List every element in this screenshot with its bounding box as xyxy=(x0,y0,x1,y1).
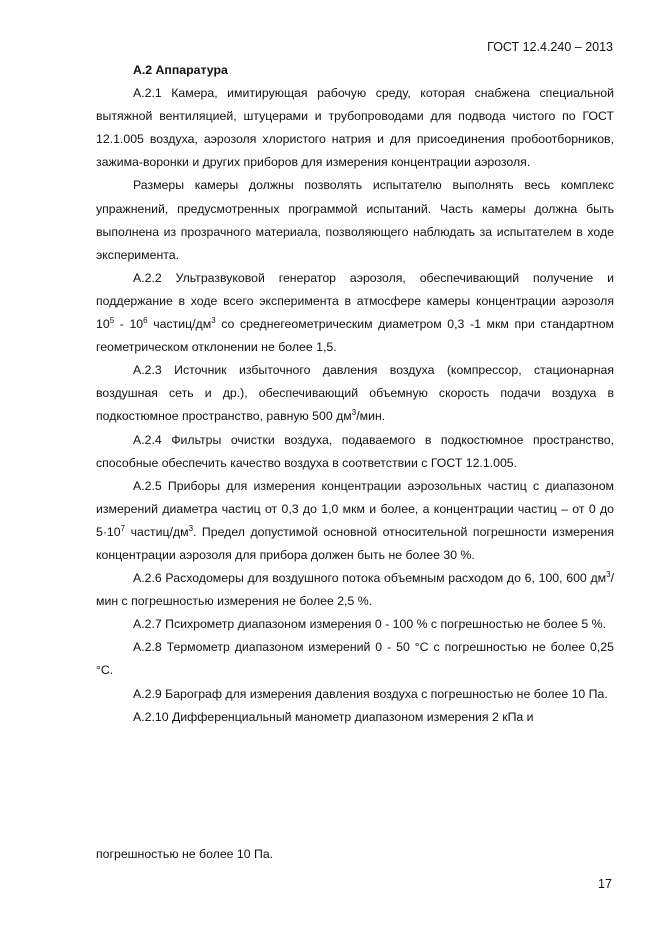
superscript: 3 xyxy=(606,569,611,579)
text-fragment: - 10 xyxy=(114,317,144,332)
superscript: 3 xyxy=(211,315,216,325)
paragraph-a2-10: А.2.10 Дифференциальный манометр диапазоном измерения 2 кПа и xyxy=(133,709,534,724)
paragraph-chamber-size: Размеры камеры должны позволять испытателю выполнять весь комплекс упражнений, предусмотренных программой испытаний. Часть камеры должна быть выполнена из прозрачного материала, позволяющего наблюдать за испытателем в ходе эксперимента. xyxy=(96,178,614,262)
text-fragment: частиц/дм xyxy=(125,524,189,539)
paragraph-a2-1: А.2.1 Камера, имитирующая рабочую среду, которая снабжена специальной вытяжной вентиляцией, штуцерами и трубопроводами для подвода чистого по ГОСТ 12.1.005 воздуха, аэрозоля хлористого натрия и для присоединения пробоотборников, зажима-воронки и других приборов для измерения концентрации аэрозоля. xyxy=(96,86,614,170)
paragraph-a2-9: А.2.9 Барограф для измерения давления воздуха с погрешностью не более 10 Па. xyxy=(133,686,608,701)
superscript: 3 xyxy=(351,408,357,418)
paragraph-a2-8: А.2.8 Термометр диапазоном измерений 0 - 50 °С с погрешностью не более 0,25 °С. xyxy=(96,640,614,678)
paragraph-a2-7: А.2.7 Психрометр диапазоном измерения 0 - 100 % с погрешностью не более 5 %. xyxy=(133,617,607,632)
paragraph-a2-4: А.2.4 Фильтры очистки воздуха, подаваемого в подкостюмное пространство, способные обеспечить качество воздуха в соответствии с ГОСТ 12.1.005. xyxy=(96,432,614,470)
superscript: 7 xyxy=(120,523,126,533)
paragraph-a2-2 xyxy=(96,267,614,359)
document-body xyxy=(96,59,614,729)
paragraph-a2-10-continuation: погрешностью не более 10 Па. xyxy=(96,847,274,861)
text-fragment: А.2.6 Расходомеры для воздушного потока объемным расходом до 6, 100, 600 дм xyxy=(133,571,607,586)
text-fragment: А.2.5 Приборы для измерения концентрации аэрозольных частиц с диапазоном измерений диаметра частиц от 0,3 до 1,0 мкм и более, а концентрации частиц – от 0 до 5·10 xyxy=(96,478,614,539)
text-fragment: . Предел допустимой основной относительной погрешности измерения концентрации аэрозоля для прибора должен быть не более 30 %. xyxy=(96,524,614,562)
text-fragment: А.2.2 Ультразвуковой генератор аэрозоля, обеспечивающий получение и поддержание в ходе всего эксперимента в атмосфере камеры концентрации аэрозоля 10 xyxy=(96,270,614,332)
text-fragment: А.2.3 Источник избыточного давления воздуха (компрессор, стационарная воздушная сеть и др.), обеспечивающий объемную скорость подачи воздуха в подкостюмное пространство, равную 500 дм xyxy=(96,363,614,424)
paragraph-a2-3 xyxy=(96,359,614,428)
superscript: 3 xyxy=(188,523,194,533)
text-fragment: /мин. xyxy=(356,409,386,424)
text-fragment: со среднегеометрическим диаметром 0,3 -1 мкм при стандартном геометрическом отклонении не более 1,5. xyxy=(96,317,614,355)
text-fragment: /мин с погрешностью измерения не более 2,5 %. xyxy=(96,571,614,609)
page-number: 17 xyxy=(598,877,612,891)
superscript: 5 xyxy=(109,315,115,325)
paragraph-a2-6 xyxy=(96,567,614,613)
section-heading: А.2 Аппаратура xyxy=(133,63,228,77)
superscript: 6 xyxy=(143,315,148,325)
paragraph-a2-5 xyxy=(96,475,614,567)
text-fragment: частиц/дм xyxy=(147,317,212,332)
document-code-header: ГОСТ 12.4.240 – 2013 xyxy=(487,40,613,54)
